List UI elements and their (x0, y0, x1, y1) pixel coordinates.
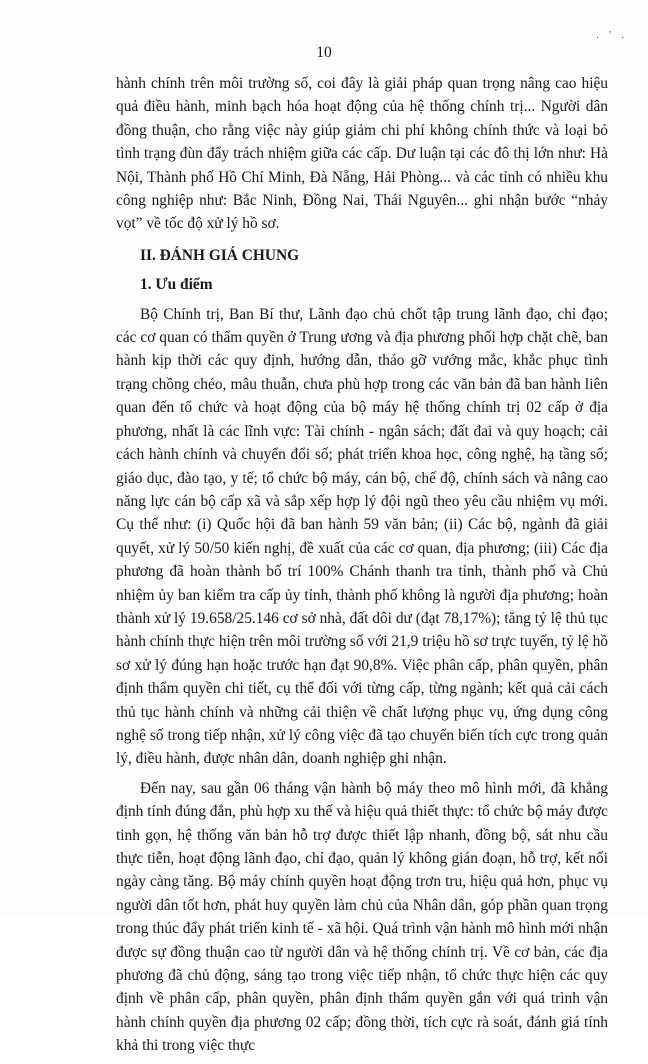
document-body (116, 72, 608, 1064)
paragraph-achievements: Bộ Chính trị, Ban Bí thư, Lãnh đạo chủ chốt tập trung lãnh đạo, chỉ đạo; các cơ quan có thẩm quyền ở Trung ương và địa phương phối hợp chặt chẽ, ban hành kịp thời các quy định, hướng dẫn, tháo gỡ vướng mắc, khắc phục tình trạng chồng chéo, mâu thuẫn, chưa phù hợp trong các văn bản đã ban hành liên quan đến tổ chức và hoạt động của bộ máy hệ thống chính trị 02 cấp ở địa phương, nhất là các lĩnh vực: Tài chính - ngân sách; đất đai và quy hoạch; cải cách hành chính và chuyển đổi số; phát triển khoa học, công nghệ, hạ tầng số; giáo dục, đào tạo, y tế; tổ chức bộ máy, cán bộ, chế độ, chính sách và nâng cao năng lực cán bộ cấp xã và sắp xếp hợp lý đội ngũ theo yêu cầu nhiệm vụ mới. Cụ thể như: (i) Quốc hội đã ban hành 59 văn bản; (ii) Các bộ, ngành đã giải quyết, xử lý 50/50 kiến nghị, đề xuất của các cơ quan, địa phương; (iii) Các địa phương đã hoàn thành bố trí 100% Chánh thanh tra tỉnh, thành phố và Chủ nhiệm ủy ban kiểm tra cấp ủy tỉnh, thành phố không là người địa phương; hoàn thành xử lý 19.658/25.146 cơ sở nhà, đất dôi dư (đạt 78,17%); tăng tỷ lệ thủ tục hành chính thực hiện trên môi trường số với 21,9 triệu hồ sơ trực tuyến, tỷ lệ hồ sơ xử lý đúng hạn hoặc trước hạn đạt 90,8%. Việc phân cấp, phân quyền, phân định thẩm quyền chi tiết, cụ thể đối với từng cấp, từng ngành; kết quả cải cách thủ tục hành chính và những cải thiện về chất lượng phục vụ, ứng dụng công nghệ số trong tiếp nhận, xử lý công việc đã tạo chuyển biến tích cực trong quản lý, điều hành, được nhân dân, doanh nghiệp ghi nhận. (116, 305, 608, 768)
page-number: 10 (316, 44, 332, 61)
paragraph-results: Đến nay, sau gần 06 tháng vận hành bộ máy theo mô hình mới, đã khẳng định tính đúng đắn, phù hợp xu thế và hiệu quả thiết thực: tổ chức bộ máy được tinh gọn, hệ thống văn bản hỗ trợ được thiết lập nhanh, đồng bộ, sát nhu cầu thực tiễn, hoạt động lãnh đạo, chỉ đạo, quản lý không gián đoạn, hỗ trợ, kết nối ngày càng tăng. Bộ máy chính quyền hoạt động trơn tru, hiệu quả hơn, phục vụ người dân tốt hơn, phát huy quyền làm chủ của Nhân dân, góp phần quan trọng trong thúc đẩy phát triển kinh tế - xã hội. Quá trình vận hành mô hình mới nhận được sự đồng thuận cao từ người dân và hệ thống chính trị. Về cơ bản, các địa phương đã chủ động, sáng tạo trong việc tiếp nhận, tổ chức thực hiện các quy định về phân cấp, phân quyền, phân định thẩm quyền gắn với quá trình vận hành chính quyền địa phương 02 cấp; đồng thời, tích cực rà soát, đánh giá tính khả thi trong việc thực (116, 779, 608, 1055)
section-heading: II. ĐÁNH GIÁ CHUNG (140, 246, 300, 264)
paragraph-continuation: hành chính trên môi trường số, coi đây là giải pháp quan trọng nâng cao hiệu quả điều hành, minh bạch hóa hoạt động của hệ thống chính trị... Người dân đồng thuận, cho rằng việc này giúp giảm chi phí không chính thức và loại bỏ tình trạng đùn đẩy trách nhiệm giữa các cấp. Dư luận tại các đô thị lớn như: Hà Nội, Thành phố Hồ Chí Minh, Đà Nẵng, Hải Phòng... và các tỉnh có nhiều khu công nghiệp như: Bắc Ninh, Đồng Nai, Thái Nguyên... ghi nhận bước “nhảy vọt” về tốc độ xử lý hồ sơ. (116, 75, 608, 233)
subsection-heading: 1. Ưu điểm (140, 276, 213, 294)
scan-specks: . ' . (596, 30, 628, 41)
